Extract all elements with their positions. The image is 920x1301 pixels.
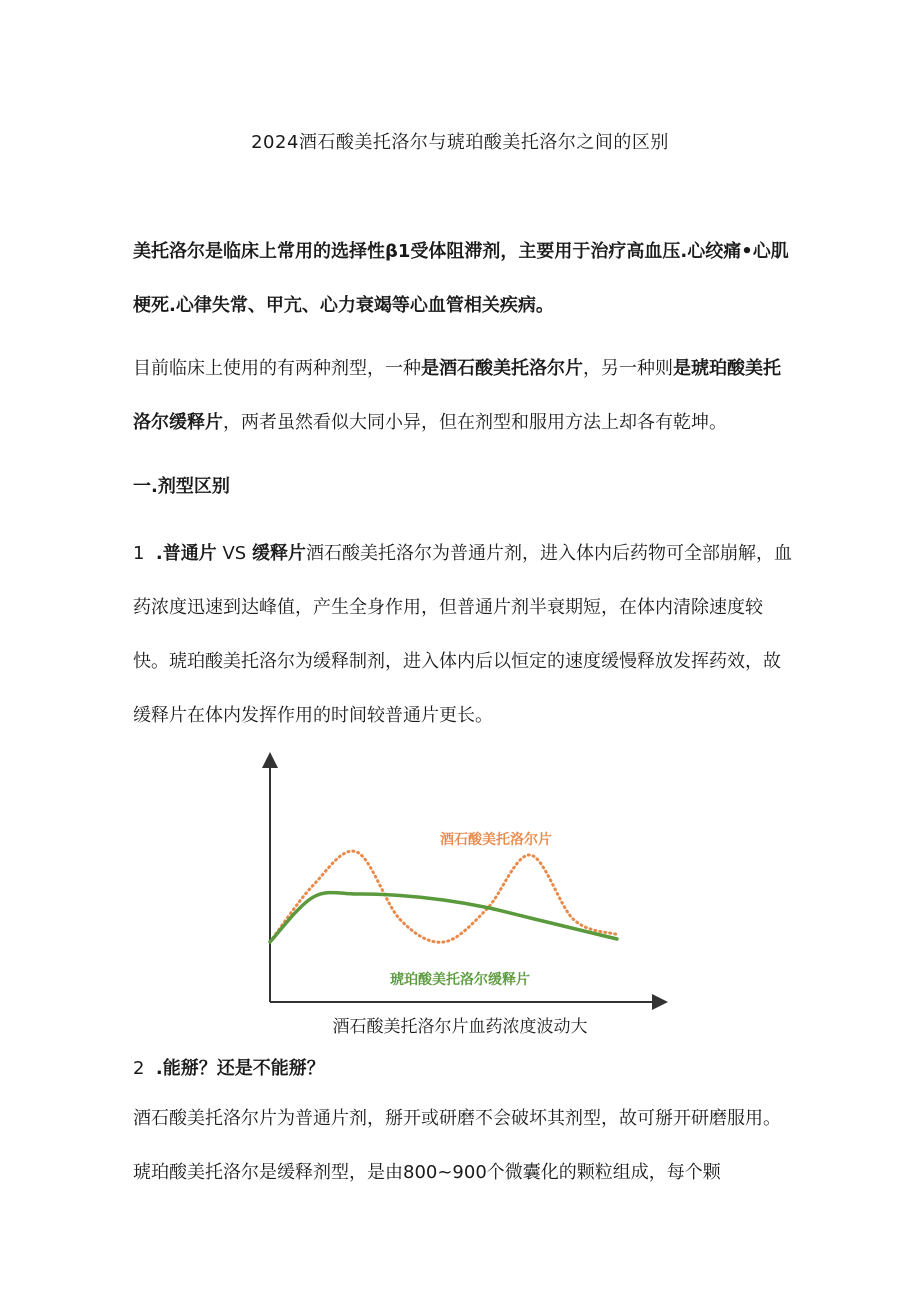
text-segment: 酒石酸美托洛尔为普通片剂，进入体内后药物可全部崩解，血药浓度迅速到达峰值，产生全身作用，但普通片剂半衰期短，在体内清除速度较快。琥珀酸美托洛尔为缓释制剂，进入体内后以恒定的速度缓慢释放发挥药效，故缓释片在体内发挥作用的时间较普通片更长。: [133, 543, 792, 726]
bold-segment: 是琥珀酸美托洛尔缓释片: [133, 358, 781, 433]
bold-segment: 缓释片: [251, 543, 306, 564]
vs-label: VS: [222, 543, 247, 564]
section-heading: 一.剂型区别: [133, 476, 230, 497]
bold-segment: 是酒石酸美托洛尔片: [421, 358, 583, 379]
bold-segment: .能掰？还是不能掰？: [155, 1058, 325, 1079]
chart-svg: [262, 752, 672, 1012]
series-line-0: [270, 851, 617, 942]
text-segment: 目前临床上使用的有两种剂型，一种: [133, 358, 421, 379]
figure-caption: 酒石酸美托洛尔片血药浓度波动大: [332, 1017, 588, 1037]
text-segment: ，另一种则: [583, 358, 673, 379]
split-tablet-paragraph: 酒石酸美托洛尔片为普通片剂，掰开或研磨不会破坏其剂型，故可掰开研磨服用。琥珀酸美托洛尔是缓释剂型，是由800~900个微囊化的颗粒组成，每个颗: [133, 1108, 781, 1183]
item-1-paragraph: [133, 527, 793, 743]
concentration-chart: [262, 752, 672, 1012]
item-number: 2: [133, 1058, 145, 1079]
item-2-heading: [133, 1042, 793, 1096]
series-label-tartrate: 酒石酸美托洛尔片: [440, 831, 552, 847]
document-title: 2024酒石酸美托洛尔与琥珀酸美托洛尔之间的区别: [251, 132, 669, 153]
series-label-succinate: 琥珀酸美托洛尔缓释片: [390, 971, 530, 987]
bold-segment: .普通片: [155, 543, 217, 564]
text-segment: ，两者虽然看似大同小异，但在剂型和服用方法上却各有乾坤。: [223, 412, 727, 433]
item-number: 1: [133, 543, 145, 564]
dosage-form-paragraph: [133, 342, 793, 450]
intro-paragraph: 美托洛尔是临床上常用的选择性β1受体阻滞剂，主要用于治疗高血压.心绞痛•心肌梗死.心律失常、甲亢、心力衰竭等心血管相关疾病。: [133, 241, 789, 316]
series-line-1: [270, 893, 617, 942]
